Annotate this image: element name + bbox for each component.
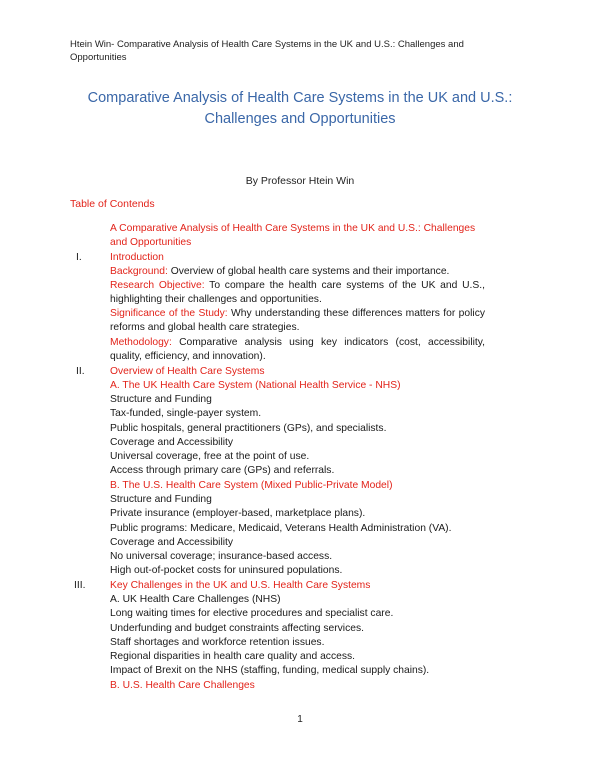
running-header: Htein Win- Comparative Analysis of Health Care Systems in the UK and U.S.: Challenges and Opportunities: [70, 39, 464, 63]
section-numeral-3: III.: [74, 580, 86, 591]
entry-text: To compare the health care systems of the UK and U.S., highlighting their challenges and opportunities.: [110, 280, 485, 305]
entry-text: Overview of global health care systems and their importance.: [167, 266, 450, 277]
toc-item: Coverage and Accessibility: [110, 537, 234, 548]
toc-item: Structure and Funding: [110, 394, 212, 405]
page-number: 1: [297, 714, 303, 725]
section-heading-key-challenges: Key Challenges in the UK and U.S. Health Care Systems: [110, 580, 371, 591]
subsection-heading-us-challenges: B. U.S. Health Care Challenges: [110, 680, 255, 691]
toc-item: Regional disparities in health care quality and access.: [110, 651, 355, 662]
toc-document-title: A Comparative Analysis of Health Care Systems in the UK and U.S.: Challenges and Opportunities: [110, 223, 476, 248]
toc-item: Access through primary care (GPs) and referrals.: [110, 465, 335, 476]
section-numeral-1: I.: [76, 252, 82, 263]
toc-item: Public programs: Medicare, Medicaid, Veterans Health Administration (VA).: [110, 523, 452, 534]
toc-item: Public hospitals, general practitioners (GPs), and specialists.: [110, 423, 387, 434]
entry-text: Why understanding these differences matters for policy reforms and global health care strategies.: [110, 308, 485, 333]
toc-item: Structure and Funding: [110, 494, 212, 505]
entry-label: Background:: [110, 266, 168, 277]
entry-label: Methodology:: [110, 337, 172, 348]
subsection-heading-uk-system: A. The UK Health Care System (National Health Service - NHS): [110, 380, 401, 391]
toc-item: No universal coverage; insurance-based access.: [110, 551, 333, 562]
toc-item: Tax-funded, single-payer system.: [110, 408, 262, 419]
section-heading-overview: Overview of Health Care Systems: [110, 366, 265, 377]
entry-label: Significance of the Study:: [110, 308, 228, 319]
toc-item: Long waiting times for elective procedures and specialist care.: [110, 608, 394, 619]
toc-item: Underfunding and budget constraints affecting services.: [110, 623, 364, 634]
toc-heading: Table of Contends: [70, 198, 155, 210]
entry-label: Research Objective:: [110, 280, 205, 291]
toc-item: Private insurance (employer-based, marketplace plans).: [110, 508, 366, 519]
subsection-heading-uk-challenges: A. UK Health Care Challenges (NHS): [110, 594, 281, 605]
toc-entry-methodology: [110, 336, 485, 364]
toc-item: Universal coverage, free at the point of use.: [110, 451, 310, 462]
toc-item: High out-of-pocket costs for uninsured populations.: [110, 565, 343, 576]
toc-item: Staff shortages and workforce retention issues.: [110, 637, 325, 648]
section-numeral-2: II.: [76, 366, 85, 377]
toc-entry-research-objective: [110, 279, 485, 307]
subsection-heading-us-system: B. The U.S. Health Care System (Mixed Public-Private Model): [110, 480, 393, 491]
toc-entry-background: [110, 265, 449, 279]
section-heading-introduction: Introduction: [110, 252, 164, 263]
document-title: Comparative Analysis of Health Care Systems in the UK and U.S.: Challenges and Opportunities: [87, 90, 513, 127]
toc-item: Coverage and Accessibility: [110, 437, 234, 448]
author-line: By Professor Htein Win: [245, 175, 355, 187]
entry-text: Comparative analysis using key indicators (cost, accessibility, quality, efficiency, and innovation).: [110, 337, 485, 362]
toc-item: Impact of Brexit on the NHS (staffing, funding, medical supply chains).: [110, 665, 430, 676]
toc-entry-significance: [110, 307, 485, 335]
